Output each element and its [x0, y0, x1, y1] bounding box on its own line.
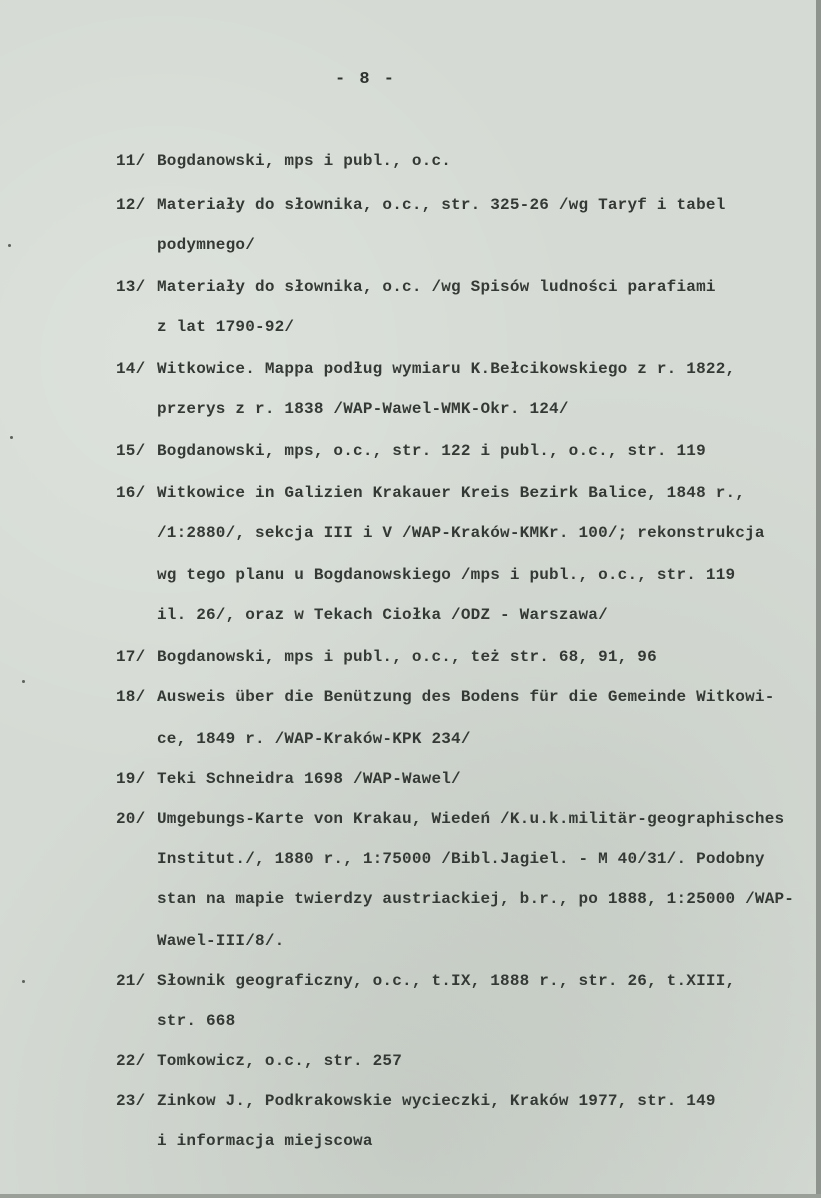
footnote-number: 16/: [116, 484, 146, 502]
footnote-number: 19/: [116, 770, 146, 788]
paper-speck: [22, 980, 25, 983]
footnote-number: 21/: [116, 972, 146, 990]
footnote-number: 18/: [116, 688, 146, 706]
footnote-text-line: Bogdanowski, mps i publ., o.c., też str. 68, 91, 96: [157, 648, 657, 666]
footnote-number: 13/: [116, 278, 146, 296]
footnote-text-line: il. 26/, oraz w Tekach Ciołka /ODZ - Warszawa/: [157, 606, 608, 624]
paper-speck: [10, 436, 13, 439]
footnote-text-line: /1:2880/, sekcja III i V /WAP-Kraków-KMKr. 100/; rekonstrukcja: [157, 524, 765, 542]
footnote-text-line: wg tego planu u Bogdanowskiego /mps i publ., o.c., str. 119: [157, 566, 736, 584]
footnote-number: 12/: [116, 196, 146, 214]
paper-speck: [8, 244, 11, 247]
footnote-text-line: Umgebungs-Karte von Krakau, Wiedeń /K.u.k.militär-geographisches: [157, 810, 785, 828]
footnote-text-line: Bogdanowski, mps i publ., o.c.: [157, 152, 452, 170]
footnote-number: 14/: [116, 360, 146, 378]
footnote-number: 15/: [116, 442, 146, 460]
footnote-text-line: Słownik geograficzny, o.c., t.IX, 1888 r., str. 26, t.XIII,: [157, 972, 736, 990]
footnote-text-line: Zinkow J., Podkrakowskie wycieczki, Kraków 1977, str. 149: [157, 1092, 716, 1110]
footnote-number: 17/: [116, 648, 146, 666]
footnote-text-line: ce, 1849 r. /WAP-Kraków-KPK 234/: [157, 730, 471, 748]
footnote-number: 23/: [116, 1092, 146, 1110]
footnote-number: 20/: [116, 810, 146, 828]
footnote-text-line: z lat 1790-92/: [157, 318, 295, 336]
footnote-text-line: Bogdanowski, mps, o.c., str. 122 i publ., o.c., str. 119: [157, 442, 706, 460]
footnote-text-line: Tomkowicz, o.c., str. 257: [157, 1052, 403, 1070]
footnote-text-line: Materiały do słownika, o.c. /wg Spisów ludności parafiami: [157, 278, 716, 296]
page-edge-bottom: [0, 1194, 821, 1198]
footnote-text-line: Materiały do słownika, o.c., str. 325-26 /wg Taryf i tabel: [157, 196, 726, 214]
footnote-number: 11/: [116, 152, 146, 170]
footnote-text-line: stan na mapie twierdzy austriackiej, b.r., po 1888, 1:25000 /WAP-: [157, 890, 795, 908]
footnote-text-line: podymnego/: [157, 236, 256, 254]
footnote-text-line: str. 668: [157, 1012, 236, 1030]
footnote-text-line: i informacja miejscowa: [157, 1132, 373, 1150]
paper-speck: [22, 680, 25, 683]
footnote-text-line: Witkowice in Galizien Krakauer Kreis Bezirk Balice, 1848 r.,: [157, 484, 746, 502]
footnote-text-line: Witkowice. Mappa podług wymiaru K.Bełcikowskiego z r. 1822,: [157, 360, 736, 378]
footnote-text-line: Ausweis über die Benützung des Bodens für die Gemeinde Witkowi-: [157, 688, 775, 706]
footnote-number: 22/: [116, 1052, 146, 1070]
footnote-text-line: Wawel-III/8/.: [157, 932, 285, 950]
page-edge-shadow: [816, 0, 821, 1198]
footnote-text-line: przerys z r. 1838 /WAP-Wawel-WMK-Okr. 124/: [157, 400, 569, 418]
page-number: - 8 -: [335, 70, 397, 89]
footnote-text-line: Teki Schneidra 1698 /WAP-Wawel/: [157, 770, 461, 788]
footnote-text-line: Institut./, 1880 r., 1:75000 /Bibl.Jagiel. - M 40/31/. Podobny: [157, 850, 765, 868]
